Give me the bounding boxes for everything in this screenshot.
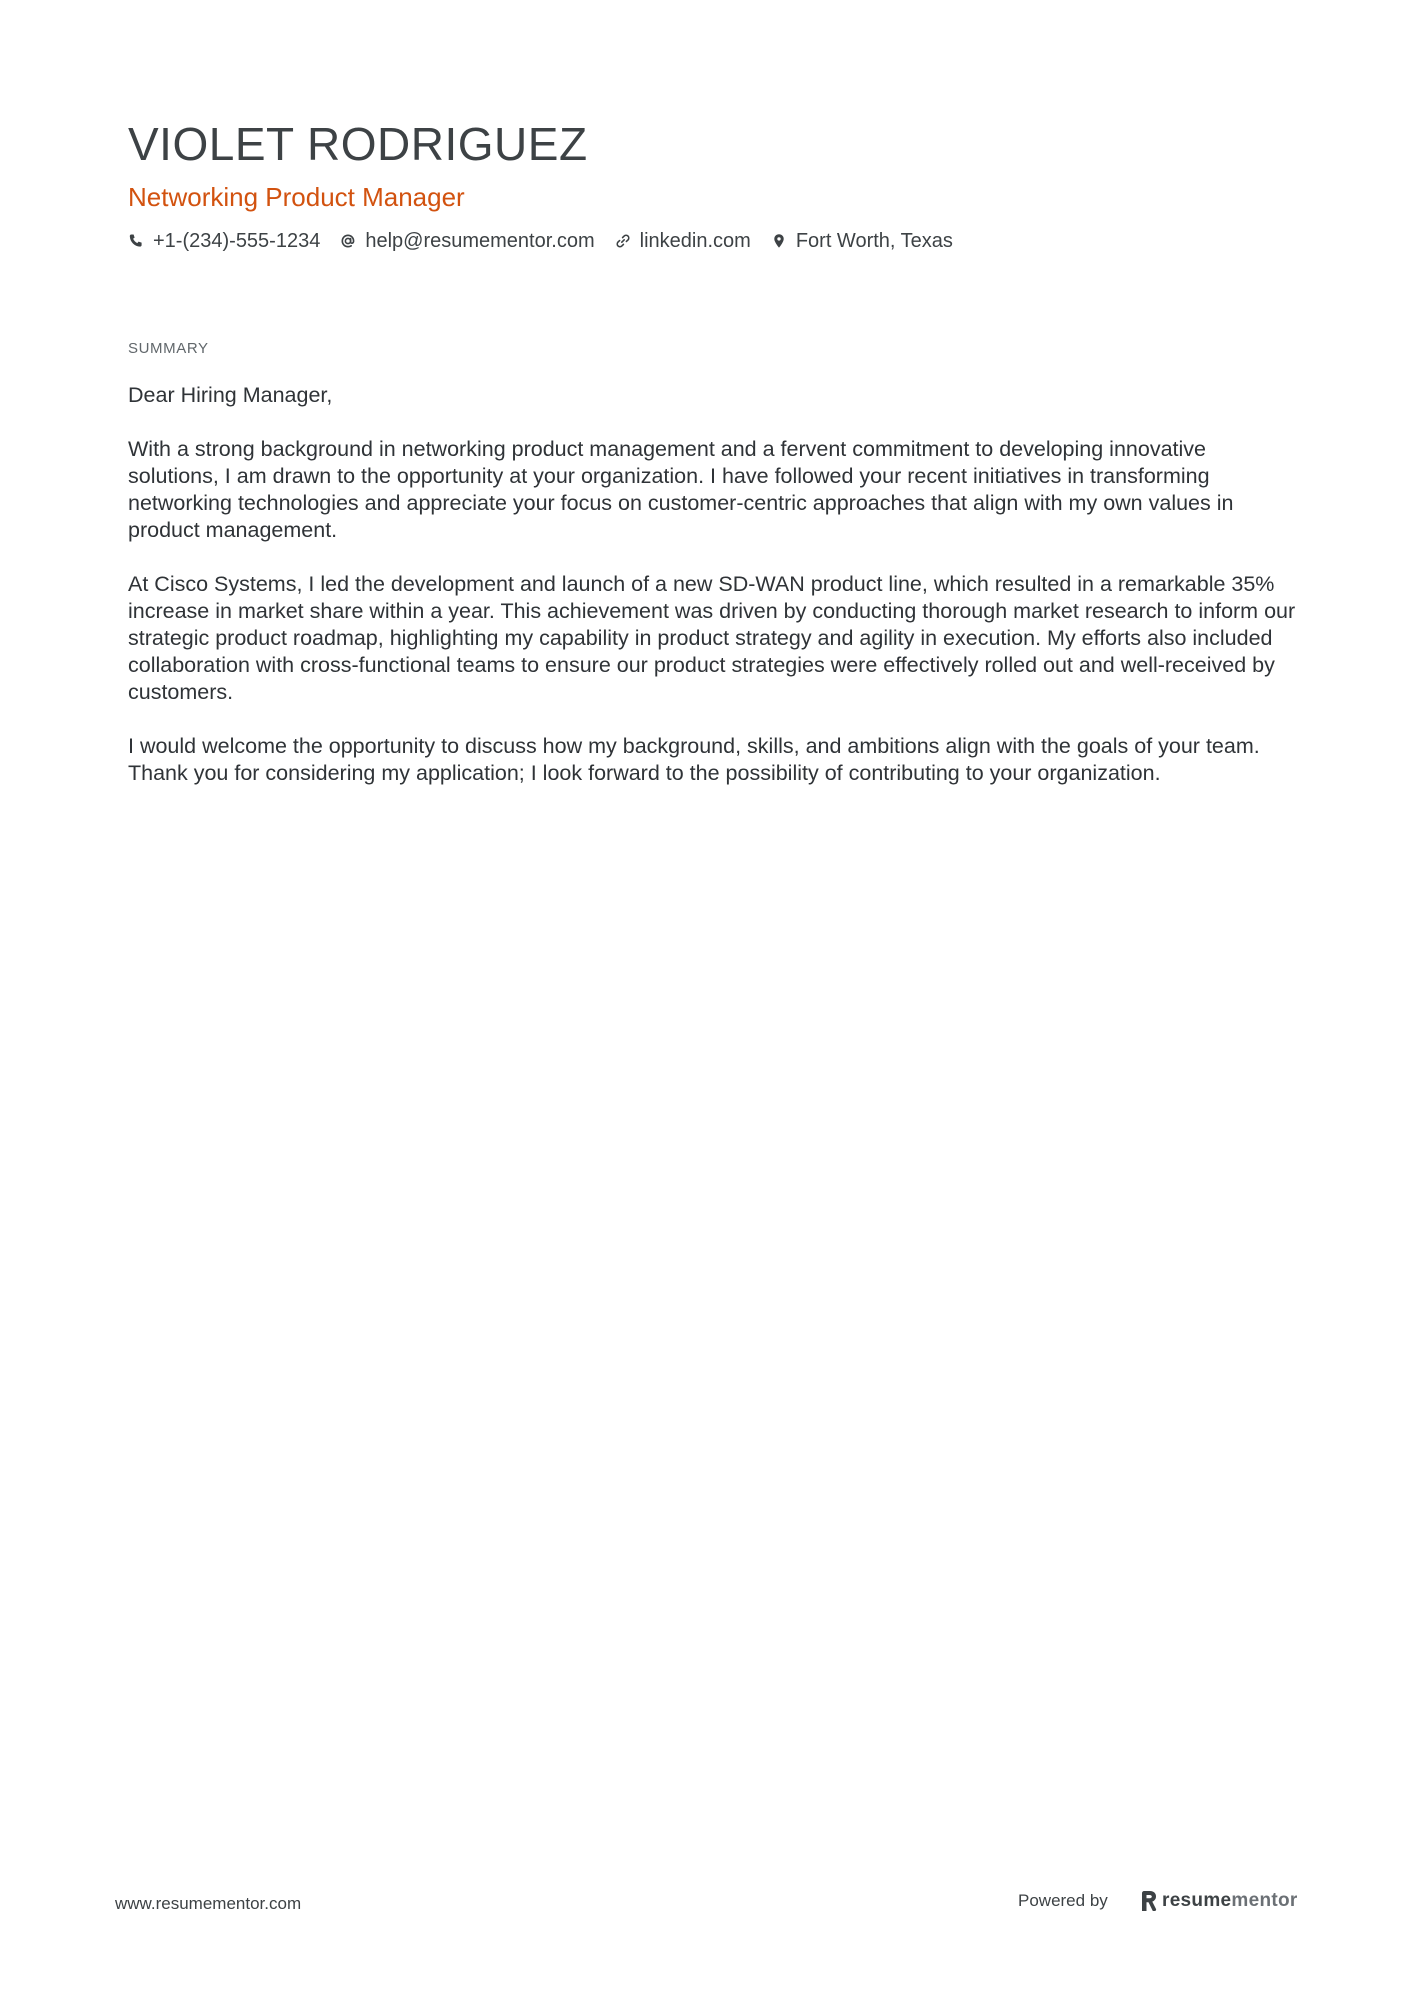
candidate-name: VIOLET RODRIGUEZ: [128, 118, 588, 170]
letter-paragraph: At Cisco Systems, I led the development and launch of a new SD-WAN product line, which resulted in a remarkable 35% increase in market share within a year. This achievement was driven by conducting thorough market research to inform our strategic product roadmap, highlighting my capability in product strategy and agility in execution. My efforts also included collaboration with cross-functional teams to ensure our product strategies were effectively rolled out and well-received by customers.: [128, 572, 1296, 704]
contact-bar: [128, 224, 973, 258]
location-pin-icon: [771, 233, 787, 249]
summary-heading: SUMMARY: [128, 340, 209, 357]
at-icon: [340, 233, 356, 249]
contact-phone: [128, 230, 320, 253]
phone-text: +1-(234)-555-1234: [153, 229, 321, 252]
brand-mark-icon: [1140, 1890, 1158, 1912]
footer-website: www.resumementor.com: [115, 1894, 302, 1913]
letter-paragraph: I would welcome the opportunity to discuss how my background, skills, and ambitions align with the goals of your team. Thank you for considering my application; I look forward to the possibility of contributing to your organization.: [128, 734, 1260, 785]
contact-linkedin: [615, 230, 751, 253]
resumementor-logo: [1140, 1886, 1298, 1916]
brand-wordmark-bold: resume: [1162, 1890, 1232, 1911]
letter-paragraph: With a strong background in networking product management and a fervent commitment to developing innovative solutions, I am drawn to the opportunity at your organization. I have followed your recent initiatives in transforming networking technologies and appreciate your focus on customer-centric approaches that align with my own values in product management.: [128, 437, 1234, 542]
powered-by-label: Powered by: [1018, 1891, 1108, 1910]
brand-wordmark: [1162, 1890, 1298, 1912]
location-text: Fort Worth, Texas: [795, 229, 953, 252]
contact-email: [340, 230, 594, 253]
email-text: help@resumementor.com: [365, 229, 595, 252]
contact-location: [771, 230, 953, 253]
link-icon: [615, 233, 631, 249]
phone-icon: [128, 233, 144, 249]
linkedin-text: linkedin.com: [639, 229, 751, 252]
letter-body: [128, 382, 1298, 814]
candidate-role: Networking Product Manager: [128, 182, 465, 212]
salutation: Dear Hiring Manager,: [128, 383, 333, 407]
brand-wordmark-light: mentor: [1231, 1890, 1298, 1911]
